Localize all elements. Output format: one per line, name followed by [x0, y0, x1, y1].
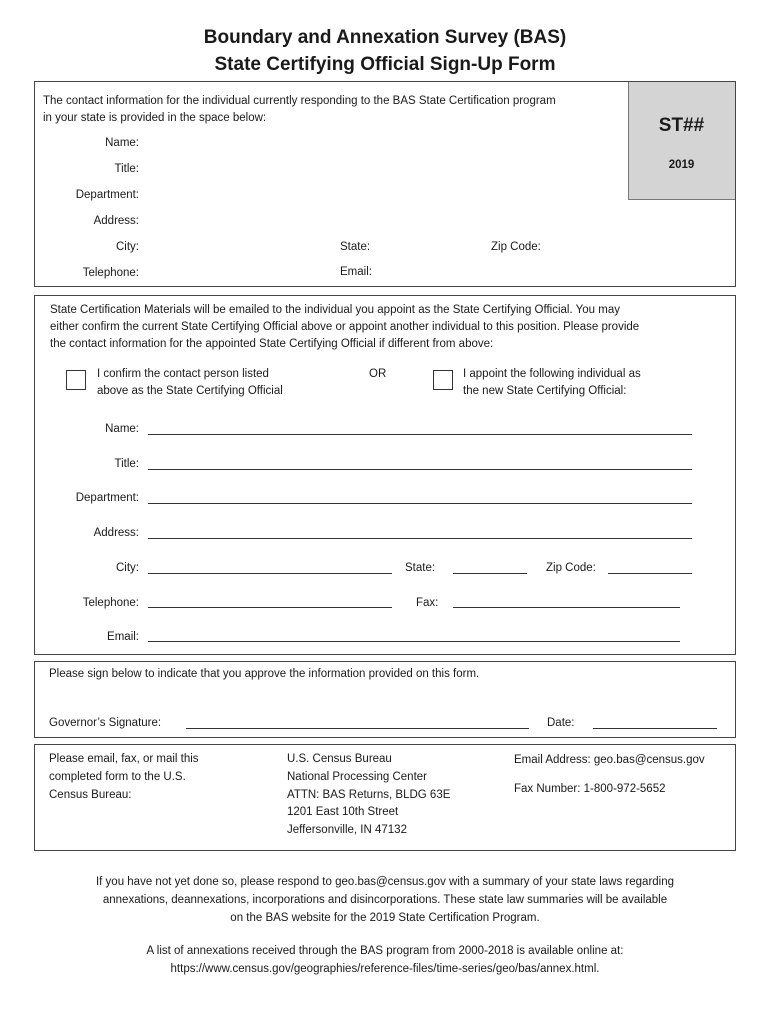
date-label: Date: [547, 717, 575, 729]
mailing-address-line-4: 1201 East 10th Street [287, 806, 399, 818]
mailing-address-line-2: National Processing Center [287, 771, 427, 783]
appointment-intro-line-3: the contact information for the appointed State Certifying Official if different from above: [50, 338, 494, 350]
appointment-intro-line-2: either confirm the current State Certifying Official above or appoint another individual to this position. Please provide [50, 321, 640, 333]
new-zip-label: Zip Code: [546, 562, 596, 574]
current-contact-intro-line-1: The contact information for the individual currently responding to the BAS State Certification program [43, 95, 556, 107]
confirm-option-line-2: above as the State Certifying Official [97, 385, 283, 397]
new-name-field[interactable] [148, 434, 692, 435]
form-year: 2019 [668, 159, 695, 171]
new-fax-label: Fax: [416, 597, 439, 609]
appoint-option-line-2: the new State Certifying Official: [463, 385, 627, 397]
current-title-label: Title: [114, 163, 139, 175]
mailing-address-line-5: Jeffersonville, IN 47132 [287, 824, 407, 836]
appointment-intro-line-1: State Certification Materials will be emailed to the individual you appoint as the State Certifying Official. You may [50, 304, 620, 316]
new-department-label: Department: [75, 492, 139, 504]
new-email-field[interactable] [148, 641, 680, 642]
state-code: ST## [658, 115, 705, 136]
appoint-option-line-1: I appoint the following individual as [463, 368, 641, 380]
new-name-label: Name: [105, 423, 139, 435]
new-email-label: Email: [107, 631, 139, 643]
footer-paragraph-2-line-1: A list of annexations received through the BAS program from 2000-2018 is available online at: [146, 945, 624, 957]
mailing-address-line-3: ATTN: BAS Returns, BLDG 63E [287, 789, 451, 801]
annex-list-url[interactable]: https://www.census.gov/geographies/reference-files/time-series/geo/bas/annex.html. [170, 963, 600, 975]
new-address-field[interactable] [148, 538, 692, 539]
new-telephone-field[interactable] [148, 607, 392, 608]
footer-paragraph-1-line-2: annexations, deannexations, incorporations and disincorporations. These state law summaries will be available [102, 894, 668, 906]
current-name-label: Name: [105, 137, 139, 149]
signature-prompt: Please sign below to indicate that you approve the information provided on this form. [49, 668, 480, 680]
or-label: OR [369, 368, 387, 380]
form-title-line-2: State Certifying Official Sign-Up Form [214, 54, 556, 75]
governor-signature-label: Governor’s Signature: [49, 717, 162, 729]
new-address-label: Address: [93, 527, 139, 539]
current-contact-intro-line-2: in your state is provided in the space below: [43, 112, 267, 124]
current-city-label: City: [116, 241, 139, 253]
census-email-address: Email Address: geo.bas@census.gov [514, 754, 705, 766]
footer-paragraph-1-line-1: If you have not yet done so, please respond to geo.bas@census.gov with a summary of your state laws regarding [95, 876, 675, 888]
state-code-box [628, 82, 735, 200]
new-title-field[interactable] [148, 469, 692, 470]
new-fax-field[interactable] [453, 607, 680, 608]
new-department-field[interactable] [148, 503, 692, 504]
current-address-label: Address: [93, 215, 139, 227]
new-city-label: City: [116, 562, 139, 574]
governor-signature-field[interactable] [186, 728, 529, 729]
current-email-label: Email: [340, 266, 372, 278]
census-fax-number: Fax Number: 1-800-972-5652 [514, 783, 666, 795]
mailing-instruction-line-1: Please email, fax, or mail this [49, 753, 199, 765]
new-city-field[interactable] [148, 573, 392, 574]
current-department-label: Department: [75, 189, 139, 201]
signature-date-field[interactable] [593, 728, 717, 729]
new-telephone-label: Telephone: [82, 597, 139, 609]
new-zip-field[interactable] [608, 573, 692, 574]
current-state-label: State: [340, 241, 371, 253]
new-state-label: State: [405, 562, 436, 574]
mailing-instruction-line-2: completed form to the U.S. [49, 771, 186, 783]
current-zip-label: Zip Code: [491, 241, 541, 253]
mailing-address-line-1: U.S. Census Bureau [287, 753, 392, 765]
footer-paragraph-1-line-3: on the BAS website for the 2019 State Certification Program. [230, 912, 540, 924]
new-title-label: Title: [114, 458, 139, 470]
mailing-instruction-line-3: Census Bureau: [49, 789, 132, 801]
current-telephone-label: Telephone: [82, 267, 139, 279]
form-title-line-1: Boundary and Annexation Survey (BAS) [203, 27, 567, 48]
appoint-new-checkbox[interactable] [433, 370, 453, 390]
confirm-current-checkbox[interactable] [66, 370, 86, 390]
new-state-field[interactable] [453, 573, 527, 574]
confirm-option-line-1: I confirm the contact person listed [97, 368, 269, 380]
